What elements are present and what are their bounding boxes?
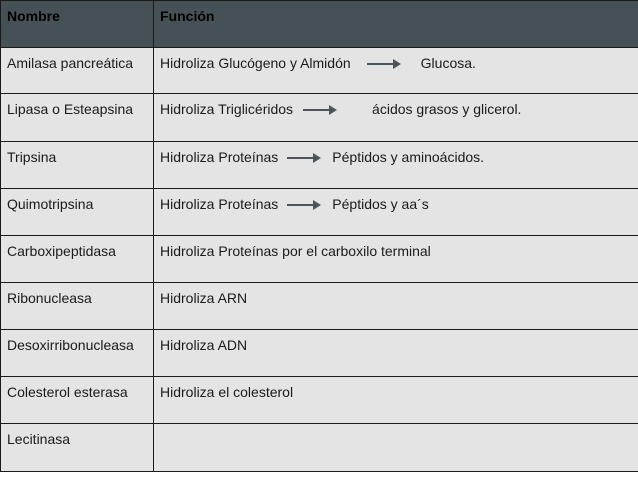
cell-funcion (154, 94, 638, 142)
header-funcion: Función (154, 1, 638, 48)
table-row (1, 377, 638, 424)
funcion-text: Hidroliza Proteínas (160, 149, 279, 165)
funcion-result: Glucosa. (420, 55, 476, 71)
funcion-result: Péptidos y aa´s (332, 196, 429, 212)
table-row (1, 48, 638, 94)
cell-funcion: Hidroliza ARN (154, 283, 638, 330)
funcion-text: Hidroliza Glucógeno y Almidón (160, 55, 351, 71)
cell-nombre: Carboxipeptidasa (1, 236, 154, 283)
cell-nombre: Ribonucleasa (1, 283, 154, 330)
cell-nombre: Desoxirribonucleasa (1, 330, 154, 377)
table-row (1, 330, 638, 377)
cell-funcion: Hidroliza el colesterol (154, 377, 638, 424)
cell-funcion: Hidroliza ADN (154, 330, 638, 377)
funcion-result: ácidos grasos y glicerol. (372, 101, 522, 117)
cell-funcion (154, 424, 638, 472)
funcion-result: Péptidos y aminoácidos. (332, 149, 485, 165)
arrow-right-icon (287, 153, 321, 163)
arrow-right-icon (367, 59, 401, 69)
cell-nombre: Lipasa o Esteapsina (1, 94, 154, 142)
arrow-right-icon (303, 105, 337, 115)
cell-funcion (154, 142, 638, 189)
table-row (1, 189, 638, 236)
cell-funcion: Hidroliza Proteínas por el carboxilo terminal (154, 236, 638, 283)
cell-nombre: Amilasa pancreática (1, 48, 154, 94)
table-row (1, 283, 638, 330)
table-row (1, 424, 638, 472)
cell-funcion (154, 189, 638, 236)
arrow-right-icon (287, 200, 321, 210)
table-row (1, 142, 638, 189)
funcion-text: Hidroliza Triglicéridos (160, 101, 294, 117)
cell-nombre: Tripsina (1, 142, 154, 189)
cell-nombre: Lecitinasa (1, 424, 154, 472)
cell-nombre: Colesterol esterasa (1, 377, 154, 424)
table-row (1, 94, 638, 142)
funcion-text: Hidroliza Proteínas (160, 196, 279, 212)
header-nombre: Nombre (1, 1, 154, 48)
table-header-row (1, 1, 638, 48)
cell-funcion (154, 48, 638, 94)
cell-nombre: Quimotripsina (1, 189, 154, 236)
table-row (1, 236, 638, 283)
